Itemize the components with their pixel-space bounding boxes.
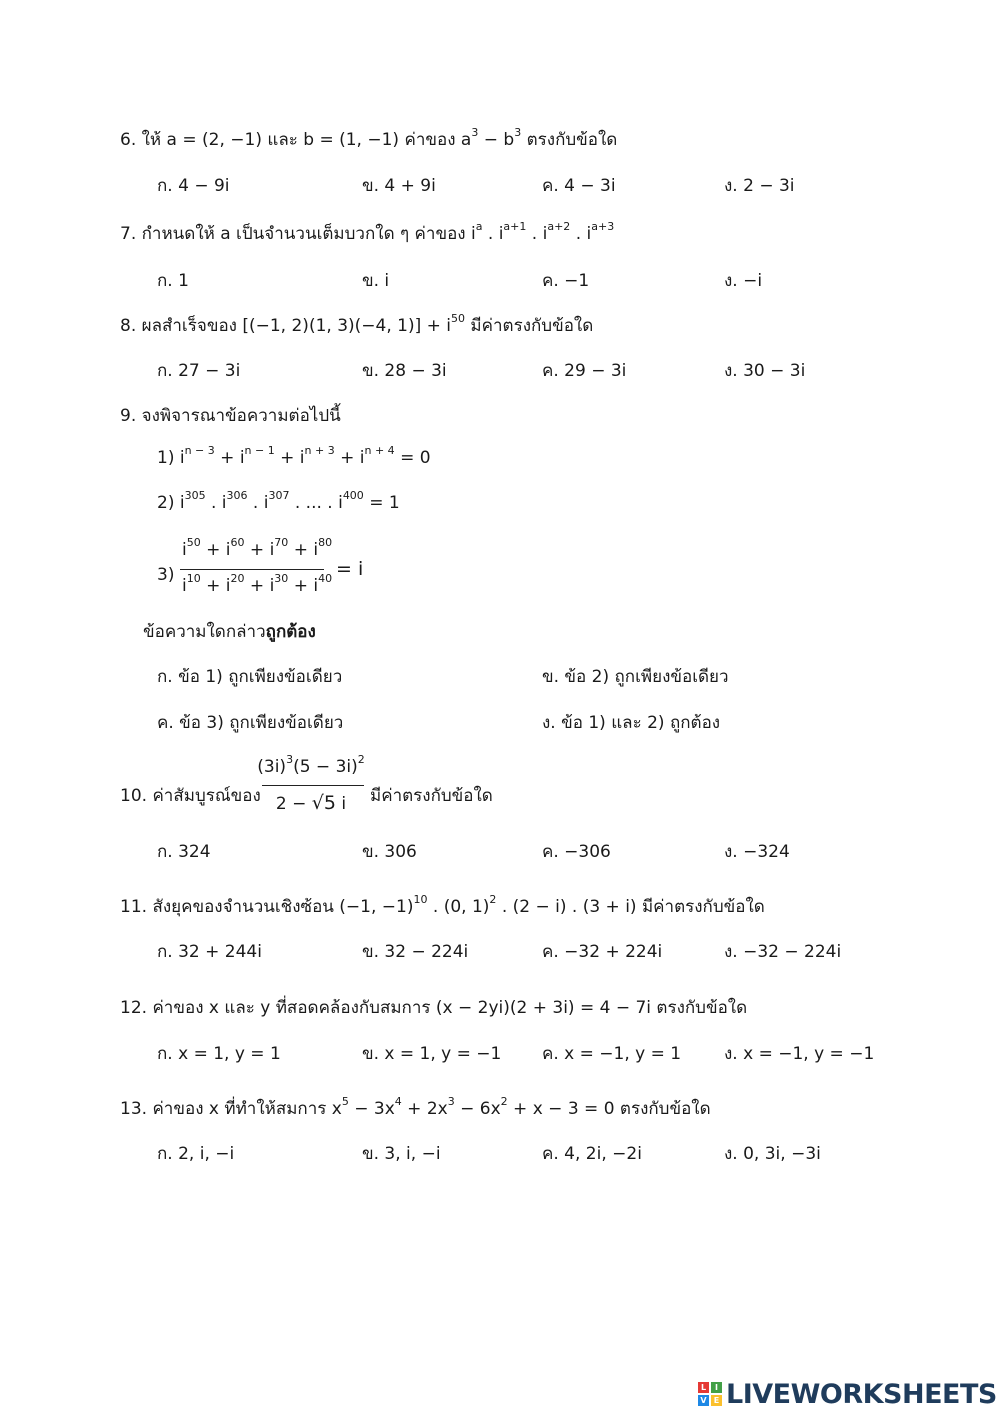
option-8-b[interactable]: ข. 28 − 3i [362, 361, 447, 381]
option-9-d[interactable]: ง. ข้อ 1) และ 2) ถูกต้อง [542, 713, 721, 733]
question-12: 12. ค่าของ x และ y ที่สอดคล้องกับสมการ (x − 2yi)(2 + 3i) = 4 − 7i ตรงกับข้อใด [120, 998, 748, 1018]
option-12-c[interactable]: ค. x = −1, y = 1 [542, 1044, 682, 1064]
question-11: 11. สังยุคของจำนวนเชิงซ้อน (−1, −1)$^{10}$ . (0, 1)$^2$ . (2 − i) . (3 + i) มีค่าตรงกับข้อใด [120, 893, 765, 917]
question-13: 13. ค่าของ x ที่ทำให้สมการ $x^5 - 3x^4 + 2x^3 - 6x^2 + x - 3 = 0$ ตรงกับข้อใด [120, 1095, 711, 1119]
option-10-d[interactable]: ง. −324 [724, 842, 790, 862]
statement-3-numerator: $i^{50} + i^{60} + i^{70} + i^{80}$ [182, 536, 333, 560]
question-9-title: 9. จงพิจารณาข้อความต่อไปนี้ [120, 406, 341, 426]
option-9-a[interactable]: ก. ข้อ 1) ถูกเพียงข้อเดียว [157, 667, 343, 687]
question-7: 7. กำหนดให้ a เป็นจำนวนเต็มบวกใด ๆ ค่าของ $i^a$ . $i^{a+1}$ . $i^{a+2}$ . $i^{a+3}$ [120, 220, 615, 244]
liveworksheets-logo[interactable] [698, 1379, 997, 1409]
question-6: 6. ให้ a = (2, −1) และ b = (1, −1) ค่าของ $a^3 - b^3$ ตรงกับข้อใด [120, 126, 618, 150]
option-11-a[interactable]: ก. 32 + 244i [157, 942, 262, 962]
statement-1: 1) $i^{n - 3} + i^{n - 1} + i^{n + 3} + i^{n + 4} = 0$ [157, 444, 431, 468]
question-10-suffix: มีค่าตรงกับข้อใด [370, 786, 493, 806]
option-9-c[interactable]: ค. ข้อ 3) ถูกเพียงข้อเดียว [157, 713, 344, 733]
question-9-prompt: ข้อความใดกล่าวถูกต้อง [143, 622, 316, 642]
logo-text: LIVEWORKSHEETS [726, 1378, 997, 1410]
logo-tile-v: V [698, 1395, 709, 1406]
logo-tiles [698, 1382, 722, 1406]
option-10-a[interactable]: ก. 324 [157, 842, 211, 862]
option-7-d[interactable]: ง. −i [724, 271, 763, 291]
option-12-a[interactable]: ก. x = 1, y = 1 [157, 1044, 281, 1064]
logo-tile-e: E [711, 1395, 722, 1406]
fraction-bar [180, 569, 324, 570]
option-10-b[interactable]: ข. 306 [362, 842, 417, 862]
question-10-prefix: 10. ค่าสัมบูรณ์ของ [120, 786, 261, 806]
statement-3-rhs: = i [336, 558, 364, 580]
option-12-d[interactable]: ง. x = −1, y = −1 [724, 1044, 875, 1064]
option-12-b[interactable]: ข. x = 1, y = −1 [362, 1044, 502, 1064]
option-11-d[interactable]: ง. −32 − 224i [724, 942, 842, 962]
option-11-b[interactable]: ข. 32 − 224i [362, 942, 469, 962]
option-6-d[interactable]: ง. 2 − 3i [724, 176, 795, 196]
question-8: 8. ผลสำเร็จของ [(−1, 2)(1, 3)(−4, $1)] + i^{50}$ มีค่าตรงกับข้อใด [120, 312, 594, 336]
statement-3-denominator: $i^{10} + i^{20} + i^{30} + i^{40}$ [182, 572, 333, 596]
statement-3-label: 3) [157, 565, 175, 585]
option-9-b[interactable]: ข. ข้อ 2) ถูกเพียงข้อเดียว [542, 667, 729, 687]
option-6-a[interactable]: ก. 4 − 9i [157, 176, 230, 196]
q10-numerator: $(3i)^3(5 - 3i)^2$ [257, 753, 365, 777]
option-8-c[interactable]: ค. 29 − 3i [542, 361, 627, 381]
option-13-c[interactable]: ค. 4, 2i, −2i [542, 1144, 642, 1164]
logo-tile-i: I [711, 1382, 722, 1393]
option-6-b[interactable]: ข. 4 + 9i [362, 176, 436, 196]
option-11-c[interactable]: ค. −32 + 224i [542, 942, 663, 962]
option-7-c[interactable]: ค. −1 [542, 271, 590, 291]
option-13-b[interactable]: ข. 3, i, −i [362, 1144, 441, 1164]
logo-tile-l: L [698, 1382, 709, 1393]
option-13-a[interactable]: ก. 2, i, −i [157, 1144, 235, 1164]
option-8-d[interactable]: ง. 30 − 3i [724, 361, 806, 381]
option-7-b[interactable]: ข. i [362, 271, 390, 291]
option-10-c[interactable]: ค. −306 [542, 842, 611, 862]
fraction-bar [262, 785, 364, 786]
option-6-c[interactable]: ค. 4 − 3i [542, 176, 616, 196]
statement-2: 2) $i^{305}$ . $i^{306}$ . $i^{307}$ . ... . $i^{400} = 1$ [157, 489, 400, 513]
q10-denominator: 2 − √5 i [275, 792, 347, 814]
option-13-d[interactable]: ง. 0, 3i, −3i [724, 1144, 821, 1164]
option-8-a[interactable]: ก. 27 − 3i [157, 361, 241, 381]
option-7-a[interactable]: ก. 1 [157, 271, 189, 291]
